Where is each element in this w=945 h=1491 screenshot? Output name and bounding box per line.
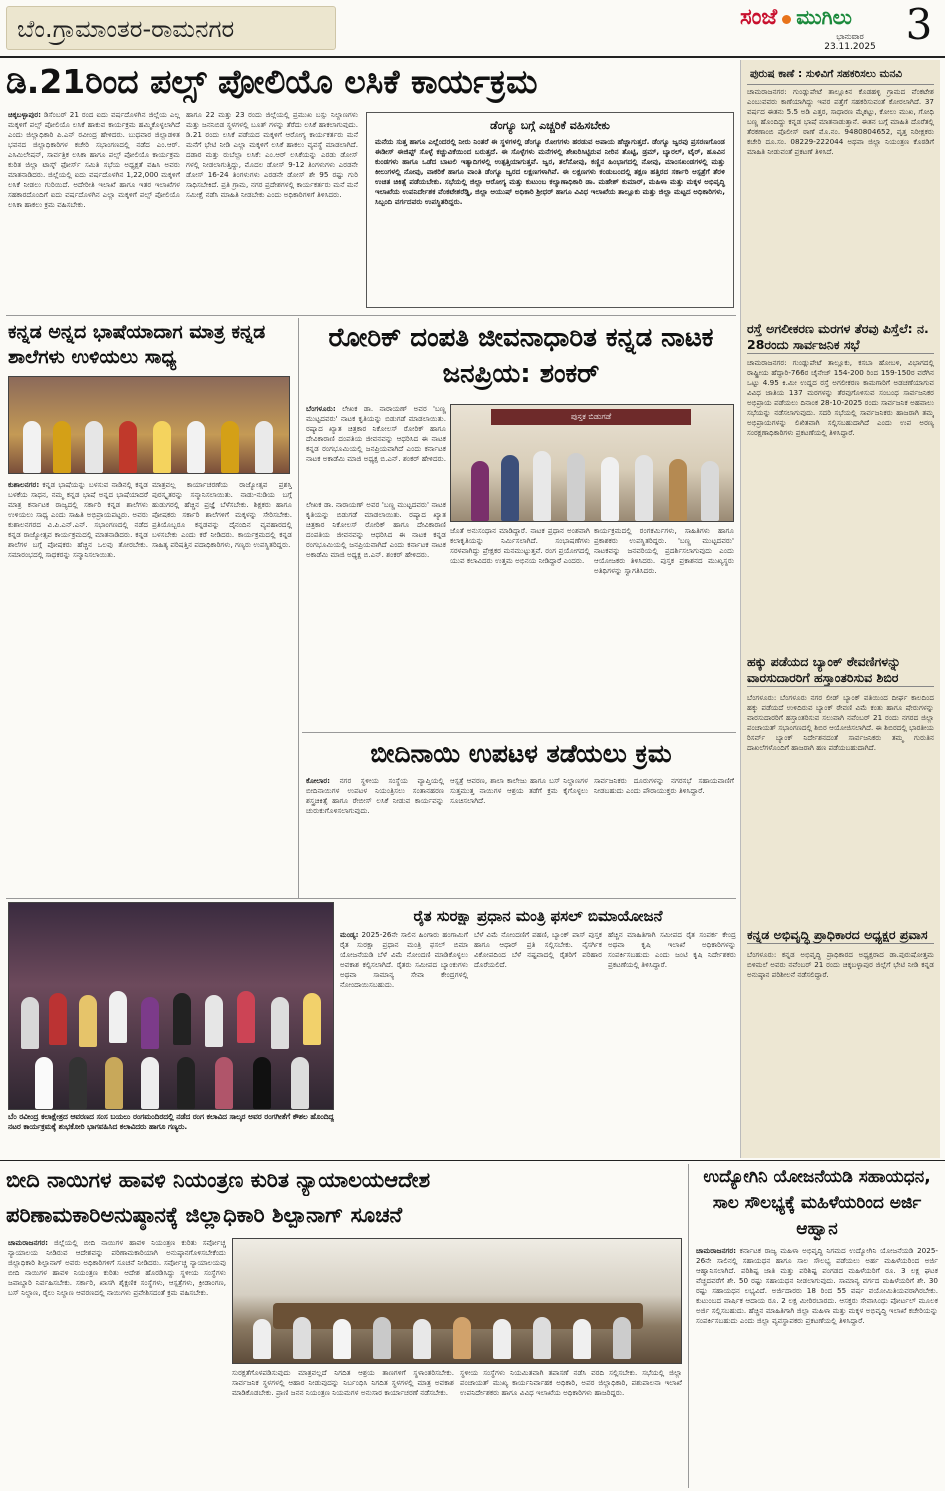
sidebar [740,60,940,1158]
rorik-body-1: ಲೇಖಕ ಡಾ. ನಾರಾಯಣ್ ಅವರ 'ಬಣ್ಣ ಮುಟ್ಟದವರು' ನಾಟಕ ಕೃತಿಯನ್ನು ಬಿಡುಗಡೆ ಮಾಡಲಾಯಿತು. ರಷ್ಯಾದ ಖ್ಯಾತ ಚಿತ್ರಕಾರ ನಿಕೋಲಸ್ ರೋರಿಕ್ ಹಾಗೂ ದೇವಿಕಾರಾಣಿ ದಂಪತಿಯ ಜೀವನವನ್ನು ಆಧರಿಸಿದ ಈ ನಾಟಕ ಕನ್ನಡ ರಂಗಭೂಮಿಯಲ್ಲಿ ಜನಪ್ರಿಯವಾಗಿದೆ ಎಂದು ಕರ್ನಾಟಕ ನಾಟಕ ಅಕಾಡೆಮಿ ಮಾಜಿ ಅಧ್ಯಕ್ಷ ಬಿ.ಎನ್. ಶಂಕರ್ ಹೇಳಿದರು. [306,404,446,463]
dengue-box [366,112,734,308]
kannada-school-col-1 [8,480,148,898]
rorik-body-3: ಕಾರ್ಯಕ್ರಮದಲ್ಲಿ ರಂಗಕರ್ಮಿಗಳು, ಸಾಹಿತಿಗಳು ಹಾಗೂ ಪ್ರಕಾಶಕರು ಉಪಸ್ಥಿತರಿದ್ದರು. 'ಬಣ್ಣ ಮುಟ್ಟದವರು' ನಾಟಕವನ್ನು ಜನವರಿಯಲ್ಲಿ ಪ್ರದರ್ಶಿಸಲಾಗುವುದು ಎಂದು ಆಯೋಜಕರು ತಿಳಿಸಿದರು. ಪುಸ್ತಕ ಪ್ರಕಾಶನದ ಮುಖ್ಯಸ್ಥರು ಅತಿಥಿಗಳನ್ನು ಸ್ವಾಗತಿಸಿದರು. [594,526,734,575]
section-tab [6,6,336,50]
court-col-2 [232,1368,454,1486]
crop-col-3 [608,930,736,1156]
issue-date: 23.11.2025 [824,42,876,52]
polio-dateline: ಚಿಕ್ಕಬಳ್ಳಾಪುರ: [8,110,42,119]
crop-body-1: 2025-26ನೇ ಸಾಲಿನ ಹಿಂಗಾರು ಹಂಗಾಮಿಗೆ ರೈತ ಸುರಕ್ಷಾ ಪ್ರಧಾನ ಮಂತ್ರಿ ಫಸಲ್ ಬಿಮಾ ಯೋಜನೆಯಡಿ ಬೆಳೆ ವಿಮೆ ನೋಂದಣಿ ಮಾಡಿಕೊಳ್ಳಲು ಅವಕಾಶ ಕಲ್ಪಿಸಲಾಗಿದೆ. ರೈತರು ಸಮೀಪದ ಬ್ಯಾಂಕುಗಳು ಅಥವಾ ಸಾಮಾನ್ಯ ಸೇವಾ ಕೇಂದ್ರಗಳಲ್ಲಿ ನೋಂದಾಯಿಸಬಹುದು. [340,930,468,989]
court-meeting-photo [232,1238,682,1364]
rorik-headline: ರೋರಿಕ್ ದಂಪತಿ ಜೀವನಾಧಾರಿತ ಕನ್ನಡ ನಾಟಕ ಜನಪ್ರಿಯ: ಶಂಕರ್ [328,323,714,389]
rorik-body-1b: ಲೇಖಕ ಡಾ. ನಾರಾಯಣ್ ಅವರ 'ಬಣ್ಣ ಮುಟ್ಟದವರು' ನಾಟಕ ಕೃತಿಯನ್ನು ಬಿಡುಗಡೆ ಮಾಡಲಾಯಿತು. ರಷ್ಯಾದ ಖ್ಯಾತ ಚಿತ್ರಕಾರ ನಿಕೋಲಸ್ ರೋರಿಕ್ ಹಾಗೂ ದೇವಿಕಾರಾಣಿ ದಂಪತಿಯ ಜೀವನವನ್ನು ಆಧರಿಸಿದ ಈ ನಾಟಕ ಕನ್ನಡ ರಂಗಭೂಮಿಯಲ್ಲಿ ಜನಪ್ರಿಯವಾಗಿದೆ ಎಂದು ಕರ್ನಾಟಕ ನಾಟಕ ಅಕಾಡೆಮಿ ಮಾಜಿ ಅಧ್ಯಕ್ಷ ಬಿ.ಎನ್. ಶಂಕರ್ ಹೇಳಿದರು. [306,500,446,559]
group-photo-caption: ಬೆಂ ರವೀಂದ್ರ ಕಲಾಕ್ಷೇತ್ರದ ಆವರಣದ ಸಂಸ ಬಯಲು ರಂಗಮಂದಿರದಲ್ಲಿ ನಡೆದ ರಂಗ ಕಲಾವಿದ ಸಾಲ್ಕರ ಅವರ ರಂಗಗೀತೆಗೆ ಕೌಶಲ ಹೊಂದಿದ್ದ ನಟರ ಕಾರ್ಯಕ್ರಮಕ್ಕೆ ಶುಭಕೋರಿ ಭಾಗವಹಿಸಿದ ಕಲಾವಿದರು ಹಾಗೂ ಗಣ್ಯರು. [8,1112,334,1131]
rorik-banner: ಪುಸ್ತಕ ಬಿಡುಗಡೆ [491,409,691,425]
road-body: ಚಾಮರಾಜನಗರ: ಗುಂಡ್ಲುಪೇಟೆ ತಾಲ್ಲೂಕು, ಕಸಬಾ ಹೋಬಳಿ, ವಿಭಾಗದಲ್ಲಿ ರಾಷ್ಟ್ರೀಯ ಹೆದ್ದಾರಿ-766ರ ಚೈನೇಜ್ 154-200 ರಿಂದ 159-150ರ ವರೆಗಿನ ಒಟ್ಟು 4.95 ಕಿ.ಮೀ ಉದ್ದದ ರಸ್ತೆ ಅಗಲೀಕರಣ ಕಾಮಗಾರಿಗೆ ಅಡಚಣೆಯಾಗುವ ವಿವಿಧ ಜಾತಿಯ 137 ಮರಗಳನ್ನು ತೆರವುಗೊಳಿಸುವ ಸಂಬಂಧ ಸಾರ್ವಜನಿಕರ ಅಭಿಪ್ರಾಯ ಪಡೆಯಲು ದಿನಾಂಕ 28-10-2025 ರಂದು ಸಾರ್ವಜನಿಕ ಅಹವಾಲು ಸಭೆಯನ್ನು ನಡೆಸಲಾಗುವುದು. ಸದರಿ ಸಭೆಯಲ್ಲಿ ಸಾರ್ವಜನಿಕರು ಹಾಜರಾಗಿ ತಮ್ಮ ಅಭಿಪ್ರಾಯಗಳನ್ನು ಲಿಖಿತವಾಗಿ ಸಲ್ಲಿಸಬಹುದಾಗಿದೆ ಎಂದು ಉಪ ಅರಣ್ಯ ಸಂರಕ್ಷಣಾಧಿಕಾರಿಗಳು ಪ್ರಕಟಣೆಯಲ್ಲಿ ತಿಳಿಸಿದ್ದಾರೆ. [747,358,934,437]
masthead [0,0,945,58]
dogs-headline: ಬೀದಿನಾಯಿ ಉಪಟಳ ತಡೆಯಲು ಕ್ರಮ [370,739,672,768]
group-photo [8,902,334,1110]
dogs-dateline: ಕೋಲಾರ: [306,776,331,785]
kannada-school-body-1: ಕನ್ನಡ ಭಾಷೆಯನ್ನು ಬಳಸುವ ನಾಡಿನಲ್ಲಿ ಕನ್ನಡ ಬಳಕೆಯ ಸಾಧನ, ನಮ್ಮ ಕನ್ನಡ ಭಾಷೆ ಅನ್ನದ ಭಾಷೆಯಾದರೆ ಮಾತ್ರ ಕರ್ನಾಟಕ ರಾಜ್ಯದಲ್ಲಿ ಸರ್ಕಾರಿ ಕನ್ನಡ ಶಾಲೆಗಳು ಉಳಿಯಲು ಸಾಧ್ಯ ಎಂದು ಸಾಹಿತಿ ಅಭಿಪ್ರಾಯಪಟ್ಟರು. ಅವರು ಕುಶಾಲನಗರದ ವಿ.ಪಿ.ಎನ್.ಎನ್. ಸಭಾಂಗಣದಲ್ಲಿ ನಡೆದ ಕನ್ನಡ ರಾಜ್ಯೋತ್ಸವ ಕಾರ್ಯಕ್ರಮದಲ್ಲಿ ಮಾತನಾಡಿದರು. ಕನ್ನಡ ಶಾಲೆಗಳ ಬಗ್ಗೆ ಪೋಷಕರು ಹೆಚ್ಚಿನ ಒಲವು ತೋರಬೇಕು. ಸಮಾರಂಭದಲ್ಲಿ ಸಾಧಕರನ್ನು ಸನ್ಮಾನಿಸಲಾಯಿತು. [8,480,148,559]
dogs-body-3: ಸಾರ್ವಜನಿಕರು ದೂರುಗಳನ್ನು ನಗರಸಭೆ ಸಹಾಯವಾಣಿಗೆ ನೀಡಬಹುದು ಎಂದು ಪೌರಾಯುಕ್ತರು ತಿಳಿಸಿದ್ದಾರೆ. [594,776,734,795]
kannada-school-dateline: ಕುಶಾಲನಗರ: [8,480,40,489]
rorik-col-2 [450,526,590,728]
kannada-school-headline: ಕನ್ನಡ ಅನ್ನದ ಭಾಷೆಯಾದಾಗ ಮಾತ್ರ ಕನ್ನಡ ಶಾಲೆಗಳು ಉಳಿಯಲು ಸಾಧ್ಯ [8,321,266,368]
issue-day: ಭಾನುವಾರ [836,32,864,41]
rorik-col-3 [594,526,734,728]
udyogini-dateline: ಚಾಮರಾಜನಗರ: [696,1246,737,1255]
polio-body-2: ಹಾಗೂ 22 ಮತ್ತು 23 ರಂದು ಜಿಲ್ಲೆಯಲ್ಲಿ ಪ್ರಮುಖ ಬಸ್ಸು ನಿಲ್ದಾಣಗಳು ಮತ್ತು ಜನನಿಬಿಡ ಸ್ಥಳಗಳಲ್ಲಿ ಬೂತ್ ಗಳನ್ನು ತೆರೆದು ಲಸಿಕೆ ಹಾಕಲಾಗುವುದು. ಡಿ.21 ರಂದು ಲಸಿಕೆ ಪಡೆಯದ ಮಕ್ಕಳಿಗೆ ಆರೋಗ್ಯ ಕಾರ್ಯಕರ್ತರು ಮನೆ ಮನೆಗೆ ಭೇಟಿ ನೀಡಿ ಎಲ್ಲಾ ಮಕ್ಕಳಿಗೆ ಲಸಿಕೆ ಹಾಕಲು ವ್ಯವಸ್ಥೆ ಮಾಡಲಾಗಿದೆ. ದಡಾರ ಮತ್ತು ರುಬೆಲ್ಲಾ ಲಸಿಕೆ: ಎಂ.ಆರ್ ಲಸಿಕೆಯನ್ನು ಎರಡು ಡೋಸ್ ಗಳಲ್ಲಿ ನೀಡಲಾಗುತ್ತಿದ್ದು, ಮೊದಲ ಡೋಸ್ 9-12 ತಿಂಗಳುಗಳು ಎರಡನೇ ಡೋಸ್ 16-24 ತಿಂಗಳುಗಳು ಎರಡನೇ ಡೋಸ್ ಶೇ 95 ರಷ್ಟು ಗುರಿ ಸಾಧಿಸಬೇಕಿದೆ. ಪ್ರತಿ ಗ್ರಾಮ, ನಗರ ಪ್ರದೇಶಗಳಲ್ಲಿ ಕಾರ್ಯಕರ್ತರು ಮನೆ ಮನೆ ಸಮೀಕ್ಷೆ ನಡೆಸಿ ಮಾಹಿತಿ ನೀಡಬೇಕು ಎಂದು ಅಧಿಕಾರಿಗಳಿಗೆ ತಿಳಿಸಿದರು. [186,110,358,199]
logo-part-b: ಮುಗಿಲು [796,5,852,29]
bank-body: ಬೆಂಗಳೂರು: ಬೆಂಗಳೂರು ನಗರ ಲೀಡ್ ಬ್ಯಾಂಕ್ ವತಿಯಿಂದ ದೀರ್ಘ ಕಾಲದಿಂದ ಹಕ್ಕು ಪಡೆಯದೆ ಉಳಿದಿರುವ ಬ್ಯಾಂಕ್ ಠೇವಣಿ ವಿಮೆ ಕಂತು ಹಾಗೂ ಷೇರುಗಳನ್ನು ವಾರಸುದಾರರಿಗೆ ಹಸ್ತಾಂತರಿಸುವ ಸಲುವಾಗಿ ನವೆಂಬರ್ 21 ರಂದು ನಗರದ ಜಿಲ್ಲಾ ಪಂಚಾಯತ್ ಸಭಾಂಗಣದಲ್ಲಿ ಶಿಬಿರ ಆಯೋಜಿಸಲಾಗಿದೆ. ಈ ಶಿಬಿರದಲ್ಲಿ ಭಾರತೀಯ ರಿಸರ್ವ್ ಬ್ಯಾಂಕ್ ನಿರ್ದೇಶನದಂತೆ ಸಾರ್ವಜನಿಕರು ತಮ್ಮ ಗುರುತಿನ ದಾಖಲೆಗಳೊಂದಿಗೆ ಹಾಜರಾಗಿ ಹಣ ಪಡೆಯಬಹುದಾಗಿದೆ. [747,693,934,752]
crop-dateline: ಮಂಡ್ಯ: [340,930,359,939]
crop-col-1 [340,930,468,1156]
udyogini-col [696,1246,938,1486]
sun-icon [782,15,791,24]
court-headline-2: ಪರಿಣಾಮಕಾರಿಅನುಷ್ಠಾನಕ್ಕೆ ಜಿಲ್ಲಾಧಿಕಾರಿ ಶಿಲ್ಪಾನಾಗ್ ಸೂಚನೆ [6,1203,403,1227]
court-body-1: ಜಿಲ್ಲೆಯಲ್ಲಿ ಬೀದಿ ನಾಯಿಗಳ ಹಾವಳಿ ನಿಯಂತ್ರಣ ಕುರಿತು ಸರ್ವೋಚ್ಚ ನ್ಯಾಯಾಲಯ ನೀಡಿರುವ ಆದೇಶವನ್ನು ಪರಿಣಾಮಕಾರಿಯಾಗಿ ಅನುಷ್ಠಾನಗೊಳಿಸಬೇಕೆಂದು ಜಿಲ್ಲಾಧಿಕಾರಿ ಶಿಲ್ಪಾನಾಗ್ ಅವರು ಅಧಿಕಾರಿಗಳಿಗೆ ಸೂಚನೆ ನೀಡಿದರು. ಸರ್ವೋಚ್ಚ ನ್ಯಾಯಾಲಯವು ಬೀದಿ ನಾಯಿಗಳ ಹಾವಳಿ ನಿಯಂತ್ರಣ ಕುರಿತು ಆದೇಶ ಹೊರಡಿಸಿದ್ದು ಸ್ಥಳೀಯ ಸಂಸ್ಥೆಗಳು ಜವಾಬ್ದಾರಿ ನಿರ್ವಹಿಸಬೇಕು. ಸರ್ಕಾರಿ, ಖಾಸಗಿ ಶೈಕ್ಷಣಿಕ ಸಂಸ್ಥೆಗಳು, ಆಸ್ಪತ್ರೆಗಳು, ಕ್ರೀಡಾಂಗಣ, ಬಸ್ ನಿಲ್ದಾಣ, ರೈಲು ನಿಲ್ದಾಣ ಆವರಣದಲ್ಲಿ ನಾಯಿಗಳು ಪ್ರವೇಶಿಸದಂತೆ ಕ್ರಮ ವಹಿಸಬೇಕು. [8,1238,226,1297]
logo-part-a: ಸಂಜೆ [740,4,778,30]
crop-body-2: ಬೆಳೆ ವಿಮೆ ನೋಂದಣಿಗೆ ಪಹಣಿ, ಬ್ಯಾಂಕ್ ಪಾಸ್ ಪುಸ್ತಕ ಹಾಗೂ ಆಧಾರ್ ಪ್ರತಿ ಸಲ್ಲಿಸಬೇಕು. ನೈಸರ್ಗಿಕ ವಿಕೋಪದಿಂದ ಬೆಳೆ ನಷ್ಟವಾದಲ್ಲಿ ರೈತರಿಗೆ ಪರಿಹಾರ ದೊರೆಯಲಿದೆ. [474,930,602,969]
kannada-school-col-2 [152,480,292,898]
bank-headline: ಹಕ್ಕು ಪಡೆಯದ ಬ್ಯಾಂಕ್ ಠೇವಣಿಗಳನ್ನು ವಾರಸುದಾರರಿಗೆ ಹಸ್ತಾಂತರಿಸುವ ಶಿಬಿರ [747,654,934,687]
dogs-col-3 [594,776,734,894]
dogs-col-1 [306,776,444,894]
court-body-3: ಸ್ಥಳೀಯ ಸಂಸ್ಥೆಗಳು ನಿಯಮಿತವಾಗಿ ತಪಾಸಣೆ ನಡೆಸಿ ವರದಿ ಸಲ್ಲಿಸಬೇಕು. ಸಭೆಯಲ್ಲಿ ಜಿಲ್ಲಾ ಪಂಚಾಯತ್ ಮುಖ್ಯ ಕಾರ್ಯನಿರ್ವಾಹಕ ಅಧಿಕಾರಿ, ಅಪರ ಜಿಲ್ಲಾಧಿಕಾರಿ, ಪಶುಪಾಲನಾ ಇಲಾಖೆ ಉಪನಿರ್ದೇಶಕರು ಹಾಗೂ ವಿವಿಧ ಇಲಾಖೆಯ ಅಧಿಕಾರಿಗಳು ಹಾಜರಿದ್ದರು. [460,1368,682,1397]
missing-body: ಚಾಮರಾಜನಗರ: ಗುಂಡ್ಲುಪೇಟೆ ತಾಲ್ಲೂಕಿನ ಕೊಡಹಳ್ಳಿ ಗ್ರಾಮದ ವೆಂಕಟೇಶ ಎಂಬುವವರು ಕಾಣೆಯಾಗಿದ್ದು ಇವರ ಪತ್ತೆಗೆ ಸಹಕರಿಸುವಂತೆ ಕೋರಲಾಗಿದೆ. 37 ವರ್ಷದ ಈತನು 5.5 ಅಡಿ ಎತ್ತರ, ಸಾಧಾರಣ ಮೈಕಟ್ಟು, ಕೋಲು ಮುಖ, ಗೋಧಿ ಬಣ್ಣ ಹೊಂದಿದ್ದು ಕನ್ನಡ ಭಾಷೆ ಮಾತನಾಡುತ್ತಾನೆ. ಈತನ ಬಗ್ಗೆ ಮಾಹಿತಿ ದೊರೆತಲ್ಲಿ ತೆರಕಣಾಂಬಿ ಪೊಲೀಸ್ ಠಾಣೆ ಮೊ.ನಂ. 9480804652, ವೃತ್ತ ನಿರೀಕ್ಷಕರು ಕಚೇರಿ ದೂ.ಸಂ. 08229-222044 ಅಥವಾ ಜಿಲ್ಲಾ ನಿಯಂತ್ರಣ ಕೊಠಡಿಗೆ ಮಾಹಿತಿ ನೀಡುವಂತೆ ಪ್ರಕಟಣೆ ತಿಳಿಸಿದೆ. [747,87,934,156]
court-headline-1: ಬೀದಿ ನಾಯಿಗಳ ಹಾವಳಿ ನಿಯಂತ್ರಣ ಕುರಿತ ನ್ಯಾಯಾಲಯಆದೇಶ [6,1168,431,1192]
court-col-3 [460,1368,682,1486]
crop-headline: ರೈತ ಸುರಕ್ಷಾ ಪ್ರಧಾನ ಮಂತ್ರಿ ಫಸಲ್ ಬಿಮಾಯೋಜನೆ [413,907,663,925]
kda-body: ಬೆಂಗಳೂರು: ಕನ್ನಡ ಅಭಿವೃದ್ಧಿ ಪ್ರಾಧಿಕಾರದ ಅಧ್ಯಕ್ಷರಾದ ಡಾ.ಪುರುಷೋತ್ತಮ ಬಿಳಿಮಲೆ ಅವರು ನವೆಂಬರ್ 21 ರಂದು ಚಿಕ್ಕಬಳ್ಳಾಪುರ ಜಿಲ್ಲೆಗೆ ಭೇಟಿ ನೀಡಿ ಕನ್ನಡ ಅನುಷ್ಠಾನ ಪರಿಶೀಲನೆ ನಡೆಸಲಿದ್ದಾರೆ. [747,950,934,979]
court-dateline: ಚಾಮರಾಜನಗರ: [8,1238,49,1247]
rorik-photo [450,404,734,522]
polio-body-1: ಡಿಸೆಂಬರ್ 21 ರಂದ ಐದು ವರ್ಷದೊಳಗಿನ ಜಿಲ್ಲೆಯ ಎಲ್ಲ ಮಕ್ಕಳಿಗೆ ಪಲ್ಸ್ ಪೋಲಿಯೊ ಲಸಿಕೆ ಹಾಕುವ ಕಾರ್ಯಕ್ರಮ ಹಮ್ಮಿಕೊಳ್ಳಲಾಗಿದೆ ಎಂದು ಜಿಲ್ಲಾಧಿಕಾರಿ ಪಿ.ಎನ್ ರವೀಂದ್ರ ಹೇಳಿದರು. ಬುಧವಾರ ಜಿಲ್ಲಾಡಳಿತ ಭವನದ ಜಿಲ್ಲಾಧಿಕಾರಿಗಳ ಕಚೇರಿ ಸಭಾಂಗಣದಲ್ಲಿ ನಡೆದ ಎಂ.ಆರ್. ಎಸಿಮಿಲೇಷನ್, ಸಾರ್ವತ್ರಿಕ ಲಸಿಕಾ ಹಾಗೂ ಪಲ್ಸ್ ಪೋಲಿಯೊ ಕಾರ್ಯಕ್ರಮ ಕುರಿತ ಜಿಲ್ಲಾ ಟಾಸ್ಕ್ ಫೋರ್ಸ್ ಸಮಿತಿ ಸಭೆಯ ಅಧ್ಯಕ್ಷತೆ ವಹಿಸಿ ಅವರು ಮಾತನಾಡಿದರು. ಜಿಲ್ಲೆಯಲ್ಲಿ ಐದು ವರ್ಷದೊಳಗಿನ 1,22,000 ಮಕ್ಕಳಿಗೆ ಲಸಿಕೆ ನೀಡಲು ಗುರಿಯಿದೆ. ಅದೇರೀತಿ ಇಲಾಖೆ ಹಾಗೂ ಇತರ ಇಲಾಖೆಗಳ ಸಹಕಾರದೊಂದಿಗೆ ಐದು ವರ್ಷದೊಳಗಿನ ಎಲ್ಲಾ ಮಕ್ಕಳಿಗೆ ಪಲ್ಸ್ ಪೋಲಿಯೊ ಲಸಿಕಾ ಹಾಕಲು ಕ್ರಮ ವಹಿಸಬೇಕು. [8,110,180,209]
logo [740,4,910,32]
udyogini-headline: ಉದ್ಯೋಗಿನಿ ಯೋಜನೆಯಡಿ ಸಹಾಯಧನ, ಸಾಲ ಸೌಲಭ್ಯಕ್ಕೆ ಮಹಿಳೆಯರಿಂದ ಅರ್ಜಿ ಆಹ್ವಾನ [703,1167,931,1239]
crop-col-2 [474,930,602,1156]
dengue-body: ಮನೆಯ ಸುತ್ತ ಹಾಗೂ ಎಲ್ಲೆಂದರಲ್ಲಿ ನೀರು ನಿಂತರೆ ಈ ಸ್ಥಳಗಳಲ್ಲಿ ಡೆಂಗ್ಯೂ ರೋಗಗಳು ಹರಡುವ ಅಪಾಯ ಹೆಚ್ಚಾಗುತ್ತದೆ. ಡೆಂಗ್ಯೂ ಜ್ವರವು ಪ್ರಸರಣಗೊಂಡ ಈಡೀಸ್ ಈಜಿಪ್ಟ್ ಸೊಳ್ಳೆ ಕಚ್ಚುವಿಕೆಯಿಂದ ಬರುತ್ತದೆ. ಈ ಸೊಳ್ಳೆಗಳು ಮನೆಗಳಲ್ಲಿ ಶೇಖರಿಸಿಟ್ಟಿರುವ ನೀರಿನ ತೊಟ್ಟಿ, ಡ್ರಮ್, ಬ್ಯಾರಲ್, ಟೈರ್, ಹೂವಿನ ಕುಂಡಗಳು ಹಾಗೂ ಒಡೆದ ಬಾಟಲಿ ಇತ್ಯಾದಿಗಳಲ್ಲಿ ಉತ್ಪತ್ತಿಯಾಗುತ್ತವೆ. ಜ್ವರ, ತಲೆನೋವು, ಕಣ್ಣಿನ ಹಿಂಭಾಗದಲ್ಲಿ ನೋವು, ಮಾಂಸಖಂಡಗಳಲ್ಲಿ ಮತ್ತು ಕೀಲುಗಳಲ್ಲಿ ನೋವು, ವಾಕರಿಕೆ ಹಾಗೂ ವಾಂತಿ ಡೆಂಗ್ಯೂ ಜ್ವರದ ಲಕ್ಷಣಗಳಾಗಿವೆ. ಈ ಲಕ್ಷಣಗಳು ಕಂಡುಬಂದಲ್ಲಿ ತಕ್ಷಣ ಹತ್ತಿರದ ಸರ್ಕಾರಿ ಆಸ್ಪತ್ರೆಗೆ ತೆರಳಿ ಉಚಿತ ಚಿಕಿತ್ಸೆ ಪಡೆಯಬೇಕು. ಸಭೆಯಲ್ಲಿ ಜಿಲ್ಲಾ ಆರೋಗ್ಯ ಮತ್ತು ಕುಟುಂಬ ಕಲ್ಯಾಣಾಧಿಕಾರಿ ಡಾ. ಮಹೇಶ್ ಕುಮಾರ್, ಮಹಿಳಾ ಮತ್ತು ಮಕ್ಕಳ ಅಭಿವೃದ್ಧಿ ಇಲಾಖೆಯ ಉಪನಿರ್ದೇಶಕ ವೆಂಕಟೇಶರೆಡ್ಡಿ, ಜಿಲ್ಲಾ ಆಯುಷ್ ಅಧಿಕಾರಿ ಶ್ರೀಧರ್ ಹಾಗೂ ವಿವಿಧ ಇಲಾಖೆಯ ತಾಲ್ಲೂಕು ಮತ್ತು ಜಿಲ್ಲಾ ಮಟ್ಟದ ಅಧಿಕಾರಿಗಳು, ಸಿಬ್ಬಂದಿ ವರ್ಗದವರು ಉಪಸ್ಥಿತರಿದ್ದರು. [375,137,725,206]
rorik-dateline: ಬೆಂಗಳೂರು: [306,404,336,413]
court-body-2: ಸುರಕ್ಷತೆಗೊಳಪಡಿಸುವುದು ಮಾತ್ರವಲ್ಲದೆ ನಿಗದಿತ ಆಶ್ರಯ ತಾಣಗಳಿಗೆ ಸ್ಥಳಾಂತರಿಸಬೇಕು. ಸಾರ್ವಜನಿಕ ಸ್ಥಳಗಳಲ್ಲಿ ಆಹಾರ ನೀಡುವುದನ್ನು ನಿರ್ಬಂಧಿಸಿ ನಿಗದಿತ ಸ್ಥಳಗಳಲ್ಲಿ ಮಾತ್ರ ಅವಕಾಶ ಮಾಡಿಕೊಡಬೇಕು. ಪ್ರಾಣಿ ಜನನ ನಿಯಂತ್ರಣ ನಿಯಮಗಳ ಅನುಸಾರ ಕಾರ್ಯಾಚರಣೆ ನಡೆಸಬೇಕು. [232,1368,454,1397]
udyogini-body: ಕರ್ನಾಟಕ ರಾಜ್ಯ ಮಹಿಳಾ ಅಭಿವೃದ್ಧಿ ನಿಗಮದ ಉದ್ಯೋಗಿನಿ ಯೋಜನೆಯಡಿ 2025-26ನೇ ಸಾಲಿನಲ್ಲಿ ಸಹಾಯಧನ ಹಾಗೂ ಸಾಲ ಸೌಲಭ್ಯ ಪಡೆಯಲು ಅರ್ಹ ಮಹಿಳೆಯರಿಂದ ಅರ್ಜಿ ಆಹ್ವಾನಿಸಲಾಗಿದೆ. ಪರಿಶಿಷ್ಟ ಜಾತಿ ಮತ್ತು ಪರಿಶಿಷ್ಟ ಪಂಗಡದ ಮಹಿಳೆಯರಿಗೆ ರೂ. 3 ಲಕ್ಷ ಘಟಕ ವೆಚ್ಚದವರೆಗೆ ಶೇ. 50 ರಷ್ಟು ಸಹಾಯಧನ ನೀಡಲಾಗುವುದು. ಸಾಮಾನ್ಯ ವರ್ಗದ ಮಹಿಳೆಯರಿಗೆ ಶೇ. 30 ರಷ್ಟು ಸಹಾಯಧನ ಲಭ್ಯವಿದೆ. ಅರ್ಜಿದಾರರು 18 ರಿಂದ 55 ವರ್ಷ ವಯೋಮಿತಿಯವರಾಗಿರಬೇಕು. ಕುಟುಂಬದ ವಾರ್ಷಿಕ ಆದಾಯ ರೂ. 2 ಲಕ್ಷ ಮೀರಿರಬಾರದು. ಆಸಕ್ತರು ಸೇವಾಸಿಂಧು ಪೋರ್ಟಲ್ ಮೂಲಕ ಅರ್ಜಿ ಸಲ್ಲಿಸಬಹುದು. ಹೆಚ್ಚಿನ ಮಾಹಿತಿಗಾಗಿ ಜಿಲ್ಲಾ ಮಹಿಳಾ ಮತ್ತು ಮಕ್ಕಳ ಅಭಿವೃದ್ಧಿ ಇಲಾಖೆ ಕಚೇರಿಯನ್ನು ಸಂಪರ್ಕಿಸಬಹುದು ಎಂದು ಜಿಲ್ಲಾ ವ್ಯವಸ್ಥಾಪಕರು ಪ್ರಕಟಣೆಯಲ್ಲಿ ತಿಳಿಸಿದ್ದಾರೆ. [696,1246,938,1325]
kda-headline: ಕನ್ನಡ ಅಭಿವೃದ್ಧಿ ಪ್ರಾಧಿಕಾರದ ಅಧ್ಯಕ್ಷರ ಪ್ರವಾಸ [747,927,934,944]
court-col-1 [8,1238,226,1486]
crop-body-3: ಹೆಚ್ಚಿನ ಮಾಹಿತಿಗಾಗಿ ಸಮೀಪದ ರೈತ ಸಂಪರ್ಕ ಕೇಂದ್ರ ಅಥವಾ ಕೃಷಿ ಇಲಾಖೆ ಅಧಿಕಾರಿಗಳನ್ನು ಸಂಪರ್ಕಿಸಬಹುದು ಎಂದು ಜಂಟಿ ಕೃಷಿ ನಿರ್ದೇಶಕರು ಪ್ರಕಟಣೆಯಲ್ಲಿ ತಿಳಿಸಿದ್ದಾರೆ. [608,930,736,969]
page-number: 3 [905,0,933,49]
dogs-body-1: ನಗರ ಸ್ಥಳೀಯ ಸಂಸ್ಥೆಯ ವ್ಯಾಪ್ತಿಯಲ್ಲಿ ಬೀದಿನಾಯಿಗಳ ಉಪಟಳ ನಿಯಂತ್ರಿಸಲು ಸಂತಾನಹರಣ ಶಸ್ತ್ರಚಿಕಿತ್ಸೆ ಹಾಗೂ ರೇಬೀಸ್ ಲಸಿಕೆ ನೀಡುವ ಕಾರ್ಯವನ್ನು ಚುರುಕುಗೊಳಿಸಲಾಗುವುದು. [306,776,444,815]
polio-headline: ಡಿ.21ರಿಂದ ಪಲ್ಸ್ ಪೋಲಿಯೊ ಲಸಿಕೆ ಕಾರ್ಯಕ್ರಮ [6,62,538,101]
road-headline: ರಸ್ತೆ ಅಗಲೀಕರಣ ಮರಗಳ ತೆರವು ಪಿಸ್ತೆಲೆ: ನ. 28ರಂದು ಸಾರ್ವಜನಿಕ ಸಭೆ [747,321,934,354]
kannada-school-photo [8,376,290,474]
rorik-col-1b [306,500,446,728]
kannada-school-body-2: ಮಾತ್ರವಲ್ಲ ಕಾರ್ಯಾಚರಣೆಯ ರಾಜ್ಯೋತ್ಸವ ಪ್ರಶಸ್ತಿ ಪುರಸ್ಕೃತರನ್ನು ಸನ್ಮಾನಿಸಲಾಯಿತು. ನಾಡು-ನುಡಿಯ ಬಗ್ಗೆ ಹುಡುಗರಲ್ಲಿ ಹೆಚ್ಚಿನ ಪ್ರಜ್ಞೆ ಬೆಳೆಸಬೇಕು. ಶಿಕ್ಷಕರು ಹಾಗೂ ಪೋಷಕರು ಸರ್ಕಾರಿ ಶಾಲೆಗಳಿಗೆ ಮಕ್ಕಳನ್ನು ಸೇರಿಸಬೇಕು. ಪ್ರತಿಯೊಬ್ಬರೂ ಕನ್ನಡವನ್ನು ದೈನಂದಿನ ವ್ಯವಹಾರದಲ್ಲಿ ಬಳಸಬೇಕು ಎಂದು ಕರೆ ನೀಡಿದರು. ಕಾರ್ಯಕ್ರಮದಲ್ಲಿ ಕನ್ನಡ ಸಾಹಿತ್ಯ ಪರಿಷತ್ತಿನ ಪದಾಧಿಕಾರಿಗಳು, ಗಣ್ಯರು ಉಪಸ್ಥಿತರಿದ್ದರು. [152,480,292,549]
rorik-body-2: ಜೊತೆ ಅನುಸಂಧಾನ ಮಾಡಿದ್ದಾರೆ. ನಾಟಕ ಪ್ರಧಾನ ಅಂಶವಾಗಿ ಕಲಾಕೃತಿಯನ್ನು ನಿರ್ಮಿಸಲಾಗಿದೆ. ಸಂಭಾಷಣೆಗಳು ಸರಳವಾಗಿದ್ದು ಪ್ರೇಕ್ಷಕರ ಮನಮುಟ್ಟುತ್ತವೆ. ರಂಗ ಪ್ರಯೋಗದಲ್ಲಿ ಯುವ ಕಲಾವಿದರು ಉತ್ತಮ ಅಭಿನಯ ನೀಡಿದ್ದಾರೆ ಎಂದರು. [450,526,590,565]
sidebar-kicker: ಪುರುಷ ಕಾಣೆ : ಸುಳಿವಿಗೆ ಸಹಕರಿಸಲು ಮನವಿ [747,64,934,85]
dengue-headline: ಡೆಂಗ್ಯೂ ಬಗ್ಗೆ ಎಚ್ಚರಿಕೆ ವಹಿಸಬೇಕು [490,119,610,132]
rorik-col-1 [306,404,446,500]
polio-col-1 [8,110,180,310]
dogs-body-2: ಆಸ್ಪತ್ರೆ ಆವರಣ, ಶಾಲಾ ಕಾಲೇಜು ಹಾಗೂ ಬಸ್ ನಿಲ್ದಾಣಗಳ ಸುತ್ತಮುತ್ತ ನಾಯಿಗಳ ಆಶ್ರಯ ತಡೆಗೆ ಕ್ರಮ ಕೈಗೊಳ್ಳಲು ಸೂಚಿಸಲಾಗಿದೆ. [450,776,588,805]
dogs-col-2 [450,776,588,894]
section-label: ಬೆಂ.ಗ್ರಾಮಾಂತರ-ರಾಮನಗರ [17,15,235,43]
polio-col-2 [186,110,358,310]
